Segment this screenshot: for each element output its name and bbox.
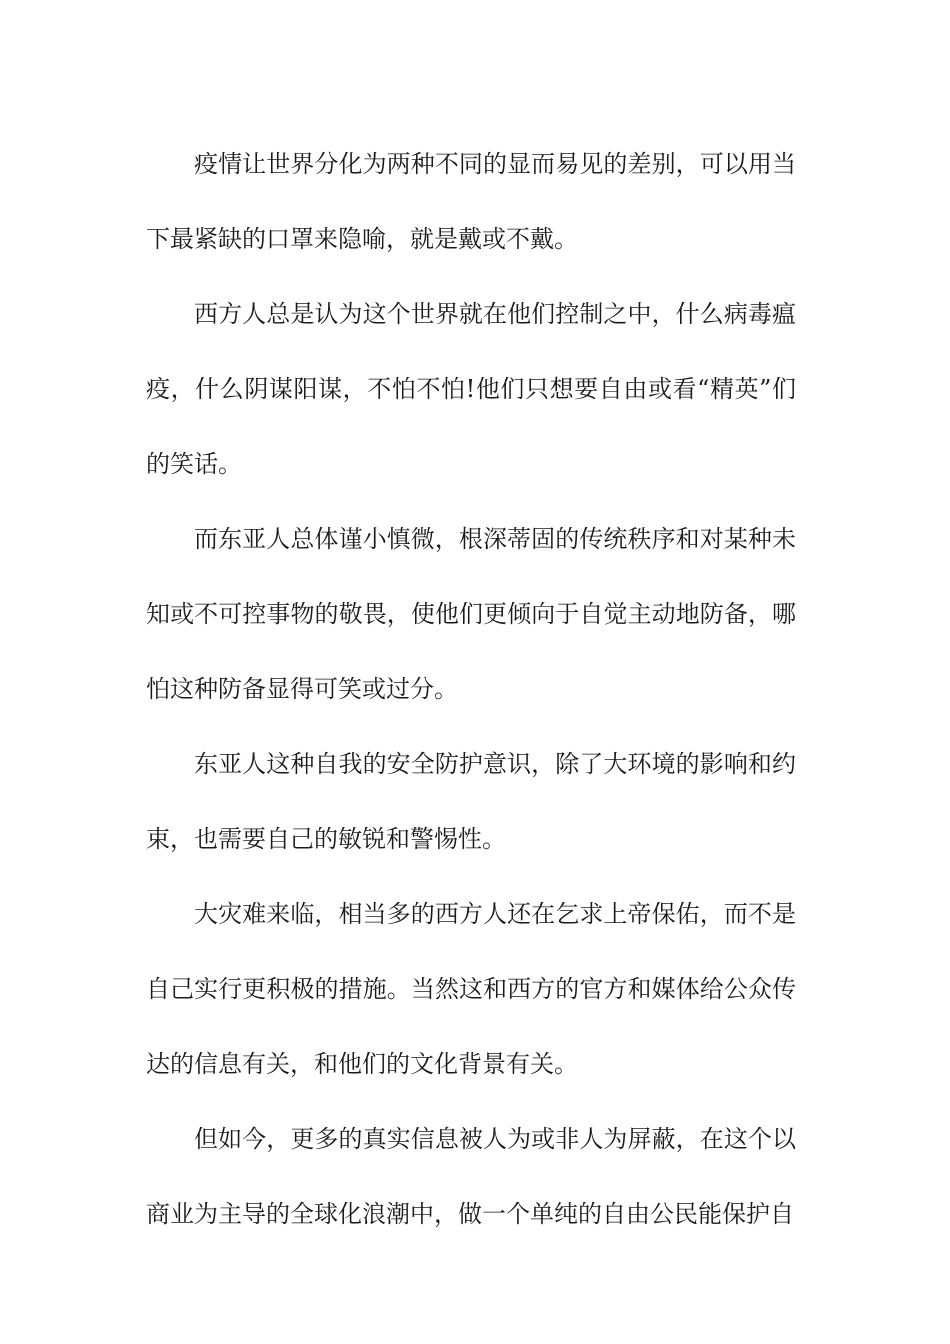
paragraph-6: 但如今，更多的真实信息被人为或非人为屏蔽，在这个以商业为主导的全球化浪潮中，做一个单纯的自由公民能保护自 <box>146 1125 796 1228</box>
paragraph-3: 而东亚人总体谨小慎微，根深蒂固的传统秩序和对某种未知或不可控事物的敬畏，使他们更倾向于自觉主动地防备，哪怕这种防备显得可笑或过分。 <box>146 525 796 703</box>
paragraph-5: 大灾难来临，相当多的西方人还在乞求上帝保佑，而不是自己实行更积极的措施。当然这和西方的官方和媒体给公众传达的信息有关，和他们的文化背景有关。 <box>146 900 796 1078</box>
paragraph-1: 疫情让世界分化为两种不同的显而易见的差别，可以用当下最紧缺的口罩来隐喻，就是戴或不戴。 <box>146 150 796 253</box>
document-body <box>146 127 796 1252</box>
paragraph-4: 东亚人这种自我的安全防护意识，除了大环境的影响和约束，也需要自己的敏锐和警惕性。 <box>146 750 796 853</box>
paragraph-2: 西方人总是认为这个世界就在他们控制之中，什么病毒瘟疫，什么阴谋阳谋，不怕不怕!他们只想要自由或看“精英”们的笑话。 <box>146 300 796 478</box>
